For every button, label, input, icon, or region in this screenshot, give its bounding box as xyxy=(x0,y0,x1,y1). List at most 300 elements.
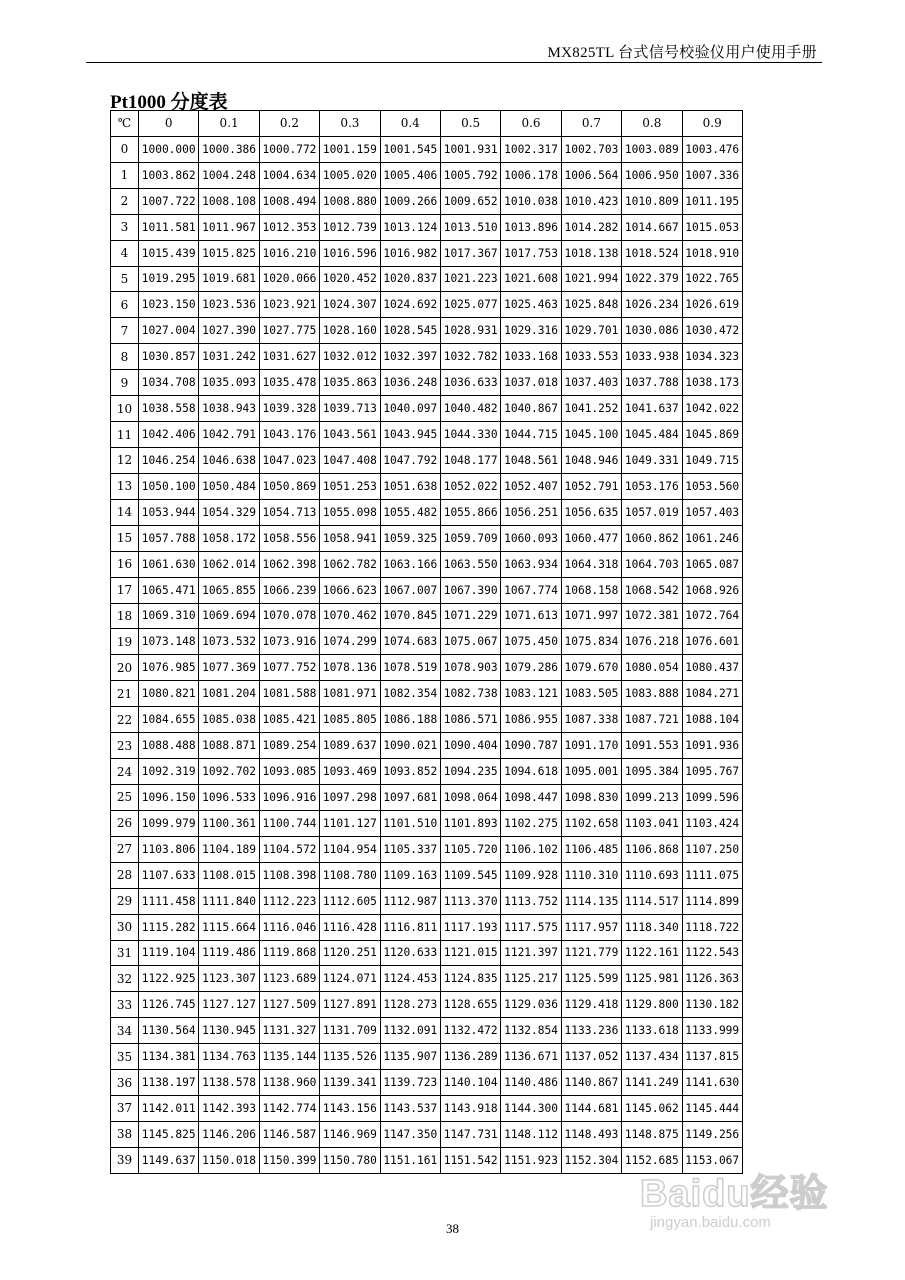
table-cell: 1086.955 xyxy=(501,707,561,733)
table-cell: 1067.774 xyxy=(501,577,561,603)
table-cell: 1122.161 xyxy=(622,940,682,966)
table-cell: 1132.091 xyxy=(380,1018,440,1044)
table-cell: 1108.780 xyxy=(320,862,380,888)
table-row xyxy=(111,603,743,629)
table-cell: 1118.722 xyxy=(682,914,742,940)
table-cell: 1003.862 xyxy=(139,162,199,188)
table-cell: 1010.038 xyxy=(501,188,561,214)
table-cell: 1031.242 xyxy=(199,344,259,370)
table-cell: 1103.424 xyxy=(682,810,742,836)
table-cell: 1142.393 xyxy=(199,1096,259,1122)
table-cell: 1007.722 xyxy=(139,188,199,214)
table-row xyxy=(111,499,743,525)
table-cell: 1141.249 xyxy=(622,1070,682,1096)
table-cell: 1015.053 xyxy=(682,214,742,240)
table-cell: 1135.907 xyxy=(380,1044,440,1070)
table-cell: 1114.517 xyxy=(622,888,682,914)
table-cell: 1129.036 xyxy=(501,992,561,1018)
table-cell: 1140.104 xyxy=(440,1070,500,1096)
table-cell: 1069.310 xyxy=(139,603,199,629)
table-cell: 1022.765 xyxy=(682,266,742,292)
table-cell: 1106.868 xyxy=(622,836,682,862)
row-header-temperature: 10 xyxy=(111,396,139,422)
table-cell: 1142.774 xyxy=(259,1096,319,1122)
table-cell: 1010.423 xyxy=(561,188,621,214)
baidu-logo: Baidu经验 xyxy=(640,1173,829,1215)
table-cell: 1094.618 xyxy=(501,759,561,785)
table-row xyxy=(111,1070,743,1096)
column-header: 0.4 xyxy=(380,111,440,137)
table-cell: 1151.923 xyxy=(501,1147,561,1173)
table-cell: 1127.127 xyxy=(199,992,259,1018)
table-cell: 1143.156 xyxy=(320,1096,380,1122)
table-cell: 1051.638 xyxy=(380,473,440,499)
table-cell: 1056.635 xyxy=(561,499,621,525)
table-cell: 1075.834 xyxy=(561,629,621,655)
table-cell: 1098.447 xyxy=(501,784,561,810)
table-cell: 1143.537 xyxy=(380,1096,440,1122)
table-cell: 1134.381 xyxy=(139,1044,199,1070)
table-cell: 1006.950 xyxy=(622,162,682,188)
table-cell: 1050.100 xyxy=(139,473,199,499)
table-cell: 1120.633 xyxy=(380,940,440,966)
table-cell: 1038.173 xyxy=(682,370,742,396)
table-cell: 1013.510 xyxy=(440,214,500,240)
table-cell: 1049.715 xyxy=(682,447,742,473)
table-cell: 1127.891 xyxy=(320,992,380,1018)
table-cell: 1047.792 xyxy=(380,447,440,473)
table-cell: 1117.575 xyxy=(501,914,561,940)
table-cell: 1031.627 xyxy=(259,344,319,370)
table-cell: 1110.310 xyxy=(561,862,621,888)
table-cell: 1072.381 xyxy=(622,603,682,629)
table-cell: 1102.658 xyxy=(561,810,621,836)
table-cell: 1062.398 xyxy=(259,551,319,577)
watermark xyxy=(640,1162,850,1252)
table-cell: 1098.830 xyxy=(561,784,621,810)
table-cell: 1100.744 xyxy=(259,810,319,836)
table-row xyxy=(111,992,743,1018)
table-cell: 1135.144 xyxy=(259,1044,319,1070)
table-cell: 1059.325 xyxy=(380,525,440,551)
table-cell: 1025.077 xyxy=(440,292,500,318)
table-cell: 1025.848 xyxy=(561,292,621,318)
table-cell: 1034.323 xyxy=(682,344,742,370)
table-cell: 1068.926 xyxy=(682,577,742,603)
table-cell: 1115.282 xyxy=(139,914,199,940)
table-cell: 1006.564 xyxy=(561,162,621,188)
table-cell: 1093.469 xyxy=(320,759,380,785)
table-cell: 1121.397 xyxy=(501,940,561,966)
table-cell: 1057.788 xyxy=(139,525,199,551)
table-cell: 1078.903 xyxy=(440,655,500,681)
table-cell: 1119.104 xyxy=(139,940,199,966)
table-cell: 1141.630 xyxy=(682,1070,742,1096)
row-header-temperature: 30 xyxy=(111,914,139,940)
table-row xyxy=(111,914,743,940)
table-row xyxy=(111,1018,743,1044)
table-row xyxy=(111,551,743,577)
table-cell: 1042.791 xyxy=(199,422,259,448)
table-cell: 1099.596 xyxy=(682,784,742,810)
row-header-temperature: 17 xyxy=(111,577,139,603)
table-cell: 1013.124 xyxy=(380,214,440,240)
table-cell: 1052.407 xyxy=(501,473,561,499)
table-cell: 1024.692 xyxy=(380,292,440,318)
table-cell: 1093.085 xyxy=(259,759,319,785)
table-cell: 1133.618 xyxy=(622,1018,682,1044)
table-cell: 1138.578 xyxy=(199,1070,259,1096)
row-header-temperature: 28 xyxy=(111,862,139,888)
table-cell: 1085.805 xyxy=(320,707,380,733)
table-cell: 1043.176 xyxy=(259,422,319,448)
table-cell: 1038.558 xyxy=(139,396,199,422)
table-cell: 1030.472 xyxy=(682,318,742,344)
column-header-temperature: ℃ xyxy=(111,111,139,137)
table-cell: 1122.543 xyxy=(682,940,742,966)
table-cell: 1079.286 xyxy=(501,655,561,681)
table-cell: 1084.271 xyxy=(682,681,742,707)
table-cell: 1085.038 xyxy=(199,707,259,733)
table-cell: 1090.404 xyxy=(440,733,500,759)
table-cell: 1117.957 xyxy=(561,914,621,940)
table-cell: 1120.251 xyxy=(320,940,380,966)
row-header-temperature: 21 xyxy=(111,681,139,707)
table-cell: 1073.148 xyxy=(139,629,199,655)
table-cell: 1153.067 xyxy=(682,1147,742,1173)
table-cell: 1139.341 xyxy=(320,1070,380,1096)
table-cell: 1076.218 xyxy=(622,629,682,655)
table-cell: 1008.494 xyxy=(259,188,319,214)
table-cell: 1063.550 xyxy=(440,551,500,577)
table-cell: 1050.869 xyxy=(259,473,319,499)
table-cell: 1060.093 xyxy=(501,525,561,551)
table-cell: 1021.223 xyxy=(440,266,500,292)
table-row xyxy=(111,136,743,162)
table-cell: 1066.623 xyxy=(320,577,380,603)
table-cell: 1015.439 xyxy=(139,240,199,266)
table-cell: 1130.945 xyxy=(199,1018,259,1044)
table-cell: 1026.234 xyxy=(622,292,682,318)
row-header-temperature: 6 xyxy=(111,292,139,318)
table-row xyxy=(111,447,743,473)
table-cell: 1001.545 xyxy=(380,136,440,162)
table-cell: 1085.421 xyxy=(259,707,319,733)
table-cell: 1057.403 xyxy=(682,499,742,525)
table-cell: 1133.236 xyxy=(561,1018,621,1044)
table-cell: 1000.772 xyxy=(259,136,319,162)
table-cell: 1099.213 xyxy=(622,784,682,810)
table-cell: 1071.613 xyxy=(501,603,561,629)
table-cell: 1037.788 xyxy=(622,370,682,396)
table-cell: 1081.588 xyxy=(259,681,319,707)
table-cell: 1103.806 xyxy=(139,836,199,862)
table-cell: 1124.835 xyxy=(440,966,500,992)
table-cell: 1055.866 xyxy=(440,499,500,525)
table-cell: 1118.340 xyxy=(622,914,682,940)
table-title: Pt1000 分度表 xyxy=(110,92,228,113)
table-cell: 1024.307 xyxy=(320,292,380,318)
table-cell: 1110.693 xyxy=(622,862,682,888)
row-header-temperature: 8 xyxy=(111,344,139,370)
table-cell: 1035.478 xyxy=(259,370,319,396)
table-cell: 1106.485 xyxy=(561,836,621,862)
table-cell: 1028.160 xyxy=(320,318,380,344)
table-cell: 1146.969 xyxy=(320,1121,380,1147)
table-cell: 1143.918 xyxy=(440,1096,500,1122)
table-cell: 1096.916 xyxy=(259,784,319,810)
table-cell: 1052.022 xyxy=(440,473,500,499)
table-cell: 1078.519 xyxy=(380,655,440,681)
table-cell: 1062.782 xyxy=(320,551,380,577)
table-cell: 1087.721 xyxy=(622,707,682,733)
table-cell: 1082.354 xyxy=(380,681,440,707)
row-header-temperature: 20 xyxy=(111,655,139,681)
table-cell: 1058.941 xyxy=(320,525,380,551)
table-cell: 1018.138 xyxy=(561,240,621,266)
table-cell: 1095.001 xyxy=(561,759,621,785)
table-cell: 1003.089 xyxy=(622,136,682,162)
table-cell: 1092.702 xyxy=(199,759,259,785)
table-cell: 1152.304 xyxy=(561,1147,621,1173)
table-cell: 1002.703 xyxy=(561,136,621,162)
table-cell: 1065.855 xyxy=(199,577,259,603)
table-cell: 1047.023 xyxy=(259,447,319,473)
table-cell: 1086.188 xyxy=(380,707,440,733)
table-cell: 1062.014 xyxy=(199,551,259,577)
table-cell: 1075.067 xyxy=(440,629,500,655)
table-row xyxy=(111,655,743,681)
table-cell: 1112.987 xyxy=(380,888,440,914)
row-header-temperature: 24 xyxy=(111,759,139,785)
table-cell: 1127.509 xyxy=(259,992,319,1018)
row-header-temperature: 23 xyxy=(111,733,139,759)
table-cell: 1006.178 xyxy=(501,162,561,188)
table-cell: 1088.104 xyxy=(682,707,742,733)
table-cell: 1032.397 xyxy=(380,344,440,370)
table-cell: 1053.560 xyxy=(682,473,742,499)
table-cell: 1038.943 xyxy=(199,396,259,422)
table-cell: 1004.248 xyxy=(199,162,259,188)
table-cell: 1076.601 xyxy=(682,629,742,655)
table-cell: 1122.925 xyxy=(139,966,199,992)
table-row xyxy=(111,396,743,422)
table-cell: 1088.488 xyxy=(139,733,199,759)
table-cell: 1051.253 xyxy=(320,473,380,499)
table-cell: 1040.482 xyxy=(440,396,500,422)
table-cell: 1041.637 xyxy=(622,396,682,422)
table-cell: 1108.015 xyxy=(199,862,259,888)
table-cell: 1054.329 xyxy=(199,499,259,525)
table-cell: 1042.406 xyxy=(139,422,199,448)
table-cell: 1109.928 xyxy=(501,862,561,888)
table-cell: 1058.556 xyxy=(259,525,319,551)
table-cell: 1005.406 xyxy=(380,162,440,188)
table-cell: 1107.250 xyxy=(682,836,742,862)
table-cell: 1055.482 xyxy=(380,499,440,525)
table-cell: 1088.871 xyxy=(199,733,259,759)
table-cell: 1098.064 xyxy=(440,784,500,810)
table-cell: 1027.390 xyxy=(199,318,259,344)
table-cell: 1070.078 xyxy=(259,603,319,629)
table-cell: 1027.004 xyxy=(139,318,199,344)
column-header: 0.1 xyxy=(199,111,259,137)
table-cell: 1105.337 xyxy=(380,836,440,862)
table-cell: 1045.869 xyxy=(682,422,742,448)
table-cell: 1028.931 xyxy=(440,318,500,344)
table-cell: 1100.361 xyxy=(199,810,259,836)
table-cell: 1070.845 xyxy=(380,603,440,629)
table-row xyxy=(111,707,743,733)
table-cell: 1071.229 xyxy=(440,603,500,629)
table-cell: 1000.386 xyxy=(199,136,259,162)
row-header-temperature: 22 xyxy=(111,707,139,733)
table-cell: 1123.689 xyxy=(259,966,319,992)
table-cell: 1114.899 xyxy=(682,888,742,914)
table-cell: 1070.462 xyxy=(320,603,380,629)
table-cell: 1065.087 xyxy=(682,551,742,577)
table-cell: 1065.471 xyxy=(139,577,199,603)
table-cell: 1020.837 xyxy=(380,266,440,292)
table-cell: 1147.731 xyxy=(440,1121,500,1147)
table-cell: 1138.960 xyxy=(259,1070,319,1096)
table-cell: 1091.553 xyxy=(622,733,682,759)
table-cell: 1039.328 xyxy=(259,396,319,422)
table-row xyxy=(111,318,743,344)
table-cell: 1028.545 xyxy=(380,318,440,344)
table-cell: 1066.239 xyxy=(259,577,319,603)
table-cell: 1147.350 xyxy=(380,1121,440,1147)
table-row xyxy=(111,836,743,862)
table-cell: 1044.330 xyxy=(440,422,500,448)
table-cell: 1083.505 xyxy=(561,681,621,707)
watermark-url: jingyan.baidu.com xyxy=(650,1214,771,1231)
column-header: 0.3 xyxy=(320,111,380,137)
table-cell: 1135.526 xyxy=(320,1044,380,1070)
row-header-temperature: 37 xyxy=(111,1096,139,1122)
table-cell: 1059.709 xyxy=(440,525,500,551)
table-cell: 1056.251 xyxy=(501,499,561,525)
table-cell: 1073.532 xyxy=(199,629,259,655)
table-cell: 1077.369 xyxy=(199,655,259,681)
table-cell: 1144.681 xyxy=(561,1096,621,1122)
row-header-temperature: 12 xyxy=(111,447,139,473)
table-cell: 1137.434 xyxy=(622,1044,682,1070)
table-cell: 1075.450 xyxy=(501,629,561,655)
table-row xyxy=(111,525,743,551)
page-number: 38 xyxy=(446,1221,459,1236)
table-cell: 1052.791 xyxy=(561,473,621,499)
table-cell: 1044.715 xyxy=(501,422,561,448)
table-cell: 1152.685 xyxy=(622,1147,682,1173)
table-cell: 1015.825 xyxy=(199,240,259,266)
table-cell: 1023.921 xyxy=(259,292,319,318)
table-cell: 1140.867 xyxy=(561,1070,621,1096)
table-cell: 1027.775 xyxy=(259,318,319,344)
table-cell: 1036.633 xyxy=(440,370,500,396)
table-cell: 1105.720 xyxy=(440,836,500,862)
table-cell: 1023.150 xyxy=(139,292,199,318)
table-cell: 1020.066 xyxy=(259,266,319,292)
manual-header-title: MX825TL 台式信号校验仪用户使用手册 xyxy=(547,45,817,61)
table-row xyxy=(111,862,743,888)
table-cell: 1145.825 xyxy=(139,1121,199,1147)
row-header-temperature: 7 xyxy=(111,318,139,344)
table-cell: 1060.477 xyxy=(561,525,621,551)
table-cell: 1108.398 xyxy=(259,862,319,888)
table-cell: 1040.097 xyxy=(380,396,440,422)
table-cell: 1074.299 xyxy=(320,629,380,655)
table-cell: 1040.867 xyxy=(501,396,561,422)
table-cell: 1036.248 xyxy=(380,370,440,396)
row-header-temperature: 13 xyxy=(111,473,139,499)
table-cell: 1054.713 xyxy=(259,499,319,525)
table-cell: 1042.022 xyxy=(682,396,742,422)
table-cell: 1045.484 xyxy=(622,422,682,448)
table-cell: 1081.971 xyxy=(320,681,380,707)
table-cell: 1033.168 xyxy=(501,344,561,370)
table-row xyxy=(111,810,743,836)
table-cell: 1043.561 xyxy=(320,422,380,448)
table-row xyxy=(111,759,743,785)
row-header-temperature: 34 xyxy=(111,1018,139,1044)
table-cell: 1018.524 xyxy=(622,240,682,266)
table-cell: 1090.787 xyxy=(501,733,561,759)
table-cell: 1148.493 xyxy=(561,1121,621,1147)
table-row xyxy=(111,422,743,448)
table-cell: 1061.246 xyxy=(682,525,742,551)
table-cell: 1011.581 xyxy=(139,214,199,240)
table-cell: 1142.011 xyxy=(139,1096,199,1122)
table-cell: 1112.605 xyxy=(320,888,380,914)
table-cell: 1130.564 xyxy=(139,1018,199,1044)
table-cell: 1151.542 xyxy=(440,1147,500,1173)
table-cell: 1032.012 xyxy=(320,344,380,370)
table-cell: 1069.694 xyxy=(199,603,259,629)
table-cell: 1003.476 xyxy=(682,136,742,162)
table-cell: 1128.655 xyxy=(440,992,500,1018)
table-row xyxy=(111,473,743,499)
table-cell: 1049.331 xyxy=(622,447,682,473)
table-cell: 1132.854 xyxy=(501,1018,561,1044)
table-cell: 1136.289 xyxy=(440,1044,500,1070)
table-cell: 1068.158 xyxy=(561,577,621,603)
table-cell: 1021.994 xyxy=(561,266,621,292)
table-row xyxy=(111,214,743,240)
table-cell: 1030.086 xyxy=(622,318,682,344)
table-cell: 1005.020 xyxy=(320,162,380,188)
table-cell: 1090.021 xyxy=(380,733,440,759)
table-cell: 1145.062 xyxy=(622,1096,682,1122)
table-cell: 1017.367 xyxy=(440,240,500,266)
table-cell: 1073.916 xyxy=(259,629,319,655)
table-cell: 1012.739 xyxy=(320,214,380,240)
table-cell: 1005.792 xyxy=(440,162,500,188)
table-cell: 1106.102 xyxy=(501,836,561,862)
table-cell: 1091.170 xyxy=(561,733,621,759)
table-cell: 1148.112 xyxy=(501,1121,561,1147)
table-cell: 1150.780 xyxy=(320,1147,380,1173)
table-row xyxy=(111,784,743,810)
table-cell: 1102.275 xyxy=(501,810,561,836)
table-cell: 1150.018 xyxy=(199,1147,259,1173)
row-header-temperature: 15 xyxy=(111,525,139,551)
table-cell: 1033.553 xyxy=(561,344,621,370)
row-header-temperature: 9 xyxy=(111,370,139,396)
table-cell: 1148.875 xyxy=(622,1121,682,1147)
table-cell: 1023.536 xyxy=(199,292,259,318)
table-cell: 1124.453 xyxy=(380,966,440,992)
